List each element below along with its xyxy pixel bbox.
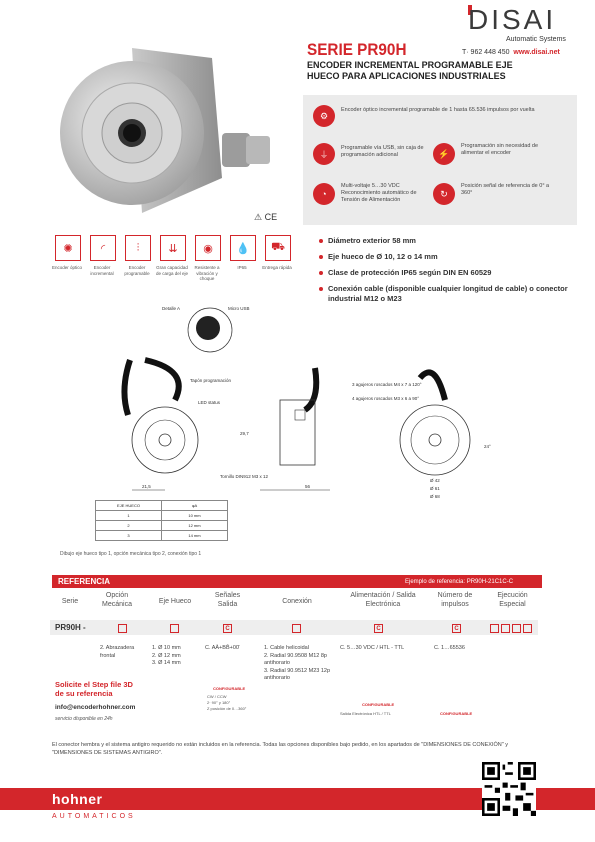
- footnote: El conector hembra y el sistema antigiro requerido no están incluidos en la referencia. Todas las opciones disponibles bajo pedido, en los apartados de "DIMENSIONES DE CONEXIÓN" y "DIMENSIONES DE SISTEMAS ANTIGIRO".: [52, 742, 508, 756]
- step-line-2: de su referencia: [55, 689, 113, 698]
- light-icon: ✺: [55, 235, 81, 261]
- dim-61: Ø 61: [430, 486, 440, 491]
- usb-icon: ⏚: [313, 143, 335, 165]
- opt-mec: 2. Abrazadera frontal: [100, 645, 135, 659]
- table-cell: 2: [96, 521, 162, 531]
- holes-label-2: 4 agujeros roscados M3 x 6 a 90°: [352, 396, 420, 401]
- conexion-opt-2: 2. Radial 90.9508 M12 8p antihorario: [264, 652, 327, 666]
- bullet-4: Conexión cable (disponible cualquier longitud de cable) o conector industrial M12 o M23: [328, 284, 568, 303]
- impulsos-option: C. 1…65536: [434, 645, 465, 651]
- eje-box[interactable]: [170, 624, 179, 633]
- svg-text:⚠ CE: ⚠ CE: [254, 212, 278, 222]
- table-cell: 12 mm: [162, 521, 228, 531]
- cfg-item: Z posición de 0…360°: [207, 706, 247, 711]
- especial-box-2[interactable]: [501, 624, 510, 633]
- opt-mec-box[interactable]: [118, 624, 127, 633]
- cfg-item: 2· 90° y 180°: [207, 700, 231, 705]
- contact-line: [462, 49, 560, 56]
- impulsos-configurable: CONFIGURABLE: [440, 711, 473, 716]
- table-header: EJE HUECO: [96, 501, 162, 511]
- feature-5: Posición señal de referencia de 0° a 360°: [461, 183, 550, 196]
- hohner-logo: hohner: [52, 791, 103, 807]
- alim-option: C. 5…30 VDC / HTL - TTL: [340, 645, 405, 651]
- table-cell: 3: [96, 531, 162, 541]
- icon-label-2: Encoder incremental: [90, 265, 114, 276]
- icon-label-7: Entrega rápida: [262, 265, 292, 270]
- features-panel: [303, 95, 577, 225]
- eje-options: [152, 645, 202, 668]
- dim-56: 56: [305, 484, 311, 489]
- ip65-icon: 💧: [230, 235, 256, 261]
- truck-icon: ⛟: [265, 235, 291, 261]
- disai-logo: DISAI: [468, 4, 557, 35]
- reference-example: Ejemplo de referencia: PR90H-21C1C-C: [405, 579, 514, 585]
- alim-box[interactable]: C: [374, 624, 383, 633]
- senales-box[interactable]: C: [223, 624, 232, 633]
- col-eje: Eje Hueco: [158, 598, 192, 605]
- especial-box-4[interactable]: [523, 624, 532, 633]
- senales-option: C. AĀ+BB̄+00̄: [205, 645, 239, 651]
- icon-label-4: Gran capacidad de carga del eje: [155, 265, 189, 276]
- feature-2: Programable vía USB, sin caja de programación adicional: [341, 145, 424, 158]
- feature-1: Encoder óptico incremental programable de 1 hasta 65.536 impulsos por vuelta: [341, 107, 535, 113]
- conexion-opt-3: 3. Radial 90.9512 M23 12p antihorario: [264, 667, 331, 681]
- gauge-icon: ◔: [313, 183, 335, 205]
- hohner-sub: AUTOMATICOS: [52, 813, 136, 820]
- rotate-icon: ↻: [433, 183, 455, 205]
- cfg-item: CW / CCW: [207, 694, 227, 699]
- col-conexion: Conexión: [282, 598, 312, 605]
- col-especial: Ejecución Especial: [497, 592, 528, 608]
- eje-opt-1: 1. Ø 10 mm: [152, 645, 181, 651]
- step-line-1: Solicite el Step file 3D: [55, 680, 133, 689]
- vibration-icon: ◉: [195, 235, 221, 261]
- table-cell: 10 mm: [162, 511, 228, 521]
- detail-label: Detalle A: [162, 306, 181, 311]
- icon-label-3: Encoder programable: [124, 265, 150, 276]
- disai-logo-sub: Automatic Systems: [506, 36, 566, 43]
- eje-opt-3: 3. Ø 14 mm: [152, 660, 181, 666]
- conexion-box[interactable]: [292, 624, 301, 633]
- table-header: φA: [162, 501, 228, 511]
- product-photo: [22, 38, 292, 228]
- dim-29-7: 29,7: [240, 431, 249, 436]
- especial-box-1[interactable]: [490, 624, 499, 633]
- holes-label-1: 3 agujeros roscados M4 x 7 a 120°: [352, 382, 422, 387]
- icon-label-5: Resistente a vibración y choque: [194, 265, 220, 281]
- dim-42: Ø 42: [430, 478, 440, 483]
- page-subtitle: [307, 60, 567, 82]
- especial-box-3[interactable]: [512, 624, 521, 633]
- subtitle-line-2: HUECO PARA APLICACIONES INDUSTRIALES: [307, 71, 506, 81]
- tornillo-label: Tornillo DIN912 M3 x 12: [220, 474, 269, 479]
- col-impulsos: Número de impulsos: [437, 592, 473, 608]
- gear-icon: ⚙: [313, 105, 335, 127]
- drawing-caption: Dibujo eje hueco tipo 1, opción mecánica tipo 2, conexión tipo 1: [60, 551, 202, 557]
- technical-drawing: [90, 300, 550, 500]
- bullet-2: Eje hueco de Ø 10, 12 o 14 mm: [328, 252, 568, 262]
- table-cell: 14 mm: [162, 531, 228, 541]
- conexion-options: [264, 645, 336, 683]
- tapon-label: Tapón programación: [190, 378, 232, 383]
- feature-3: Programación sin necesidad de alimentar el encoder: [461, 143, 539, 156]
- incremental-icon: ◜: [90, 235, 116, 261]
- table-cell: 1: [96, 511, 162, 521]
- alim-cfg-item: Salida Electrónica HTL / TTL: [340, 711, 391, 716]
- bullet-3: Clase de protección IP65 según DIN EN 60529: [328, 268, 568, 278]
- feature-4: Multi-voltaje 5…30 VDC Reconocimiento automático de Tensión de Alimentación: [341, 183, 417, 203]
- eje-opt-2: 2. Ø 12 mm: [152, 652, 181, 659]
- service-note: servicio disponible en 24h: [55, 716, 113, 722]
- email-link[interactable]: info@encoderhohner.com: [55, 704, 136, 711]
- dim-24deg: 24°: [484, 444, 491, 449]
- step-request: [55, 680, 133, 698]
- micro-usb-label: Micro USB: [228, 306, 250, 311]
- senales-configurable: CONFIGURABLE: [213, 686, 246, 691]
- feature-icon-row: [50, 235, 310, 290]
- phone: T· 962 448 450: [462, 49, 510, 56]
- page-title: SERIE PR90H: [307, 40, 407, 59]
- website-link[interactable]: www.disai.net: [513, 49, 560, 56]
- col-serie: Serie: [61, 598, 79, 605]
- sliders-icon: ⫶: [125, 235, 151, 261]
- icon-label-6: IP65: [237, 265, 247, 270]
- conexion-opt-1: 1. Cable helicoidal: [264, 645, 309, 651]
- led-label: LED status: [198, 400, 221, 405]
- serie-code: PR90H -: [55, 623, 86, 632]
- col-opcion: Opción Mecánica: [102, 592, 132, 608]
- load-icon: ⇊: [160, 235, 186, 261]
- col-senales: Señales Salida: [214, 592, 241, 608]
- dim-21-5: 21,5: [142, 484, 151, 489]
- icon-label-1: Encoder óptico: [51, 265, 83, 270]
- col-alim: Alimentación / Salida Electrónica: [350, 592, 416, 608]
- qr-code[interactable]: [482, 762, 536, 816]
- senales-cfg-list: [207, 694, 262, 712]
- reference-title: REFERENCIA: [58, 577, 111, 586]
- plug-icon: ⚡: [433, 143, 455, 165]
- bullet-1: Diámetro exterior 58 mm: [328, 236, 568, 246]
- shaft-table: [95, 500, 228, 541]
- subtitle-line-1: ENCODER INCREMENTAL PROGRAMABLE EJE: [307, 60, 513, 70]
- alim-configurable: CONFIGURABLE: [362, 702, 395, 707]
- impulsos-box[interactable]: C: [452, 624, 461, 633]
- dim-68: Ø 68: [430, 494, 440, 499]
